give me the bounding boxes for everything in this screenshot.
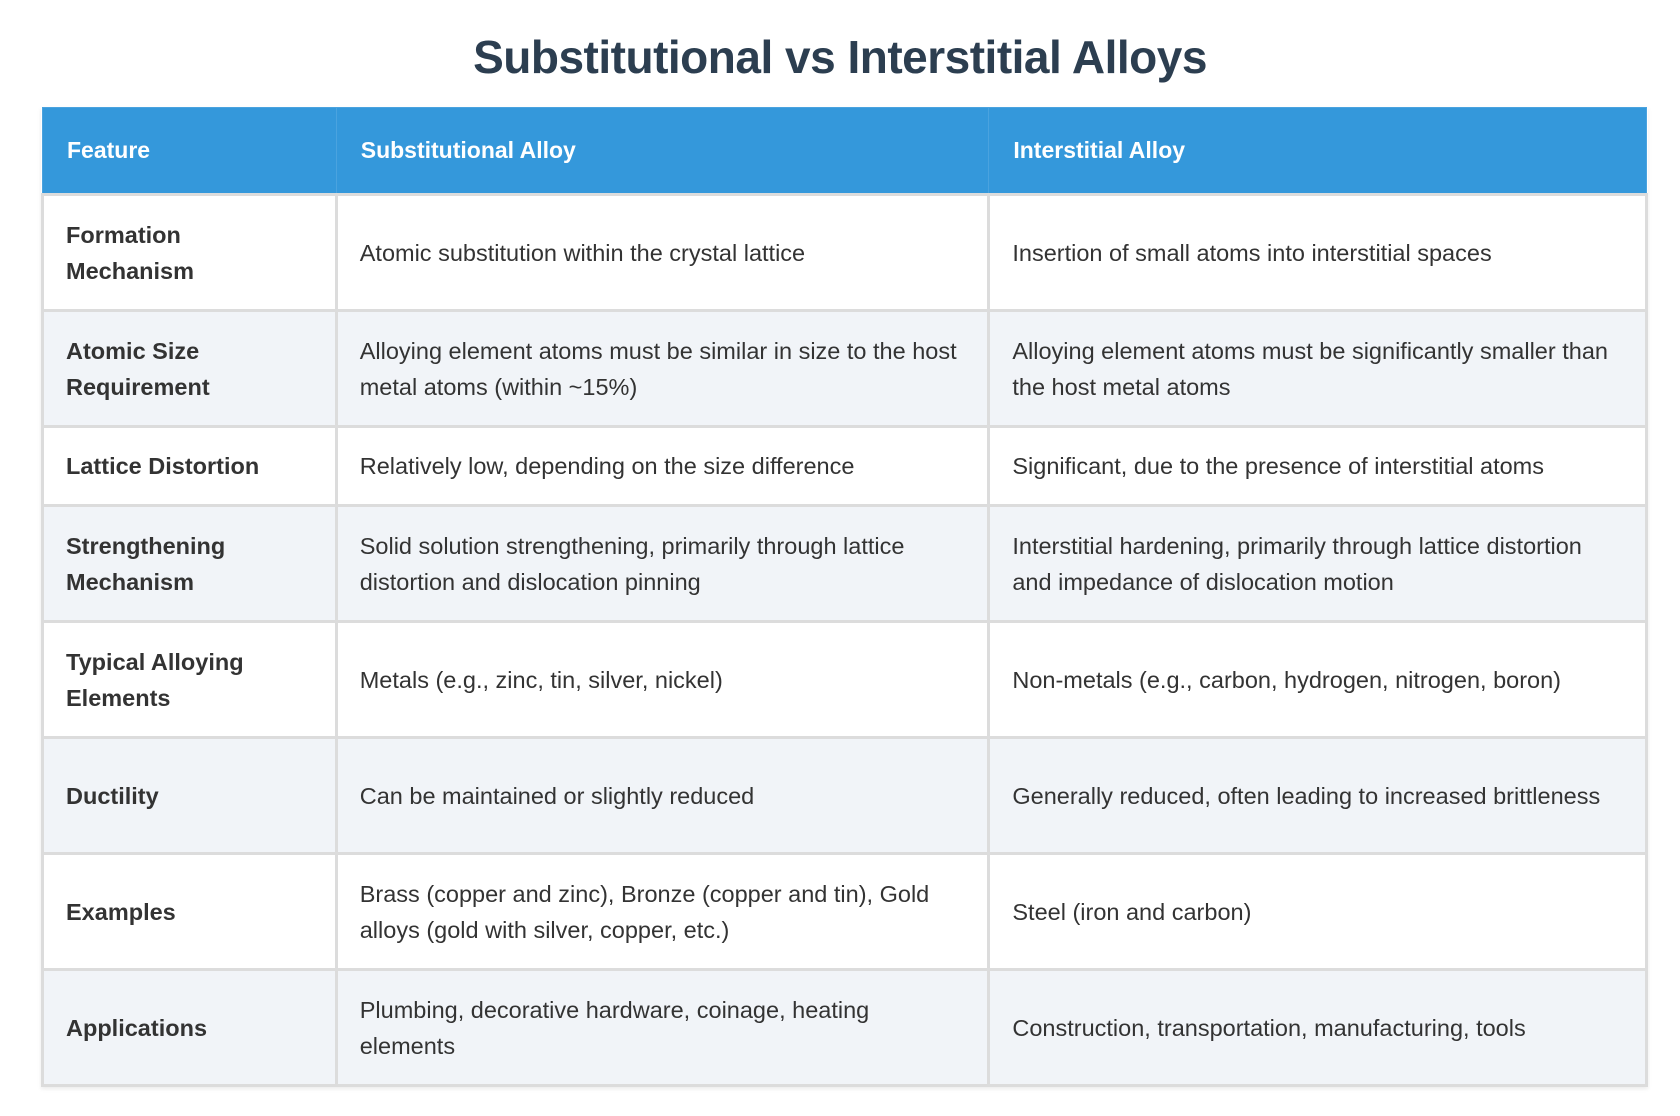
feature-cell: Strengthening Mechanism <box>43 506 337 622</box>
substitutional-cell: Relatively low, depending on the size difference <box>336 427 989 506</box>
header-substitutional: Substitutional Alloy <box>336 108 989 195</box>
substitutional-cell: Can be maintained or slightly reduced <box>336 738 989 854</box>
comparison-table <box>41 107 1648 1087</box>
feature-cell: Formation Mechanism <box>43 195 337 311</box>
table-row <box>43 970 1647 1086</box>
header-row <box>43 108 1647 195</box>
substitutional-cell: Brass (copper and zinc), Bronze (copper and tin), Gold alloys (gold with silver, copper, etc.) <box>336 854 989 970</box>
header-feature: Feature <box>43 108 337 195</box>
interstitial-cell: Alloying element atoms must be significantly smaller than the host metal atoms <box>989 311 1647 427</box>
interstitial-cell: Significant, due to the presence of interstitial atoms <box>989 427 1647 506</box>
header-interstitial: Interstitial Alloy <box>989 108 1647 195</box>
interstitial-cell: Steel (iron and carbon) <box>989 854 1647 970</box>
substitutional-cell: Solid solution strengthening, primarily through lattice distortion and dislocation pinning <box>336 506 989 622</box>
feature-cell: Atomic Size Requirement <box>43 311 337 427</box>
interstitial-cell: Insertion of small atoms into interstitial spaces <box>989 195 1647 311</box>
substitutional-cell: Metals (e.g., zinc, tin, silver, nickel) <box>336 622 989 738</box>
substitutional-cell: Plumbing, decorative hardware, coinage, heating elements <box>336 970 989 1086</box>
substitutional-cell: Atomic substitution within the crystal lattice <box>336 195 989 311</box>
table-row <box>43 195 1647 311</box>
table-row <box>43 854 1647 970</box>
feature-cell: Typical Alloying Elements <box>43 622 337 738</box>
feature-cell: Applications <box>43 970 337 1086</box>
interstitial-cell: Interstitial hardening, primarily through lattice distortion and impedance of dislocation motion <box>989 506 1647 622</box>
table-row <box>43 427 1647 506</box>
feature-cell: Lattice Distortion <box>43 427 337 506</box>
feature-cell: Ductility <box>43 738 337 854</box>
table-row <box>43 622 1647 738</box>
interstitial-cell: Non-metals (e.g., carbon, hydrogen, nitrogen, boron) <box>989 622 1647 738</box>
table-row <box>43 738 1647 854</box>
page-title: Substitutional vs Interstitial Alloys <box>473 31 1207 83</box>
table-row <box>43 506 1647 622</box>
substitutional-cell: Alloying element atoms must be similar in size to the host metal atoms (within ~15%) <box>336 311 989 427</box>
feature-cell: Examples <box>43 854 337 970</box>
table-row <box>43 311 1647 427</box>
interstitial-cell: Construction, transportation, manufacturing, tools <box>989 970 1647 1086</box>
interstitial-cell: Generally reduced, often leading to increased brittleness <box>989 738 1647 854</box>
